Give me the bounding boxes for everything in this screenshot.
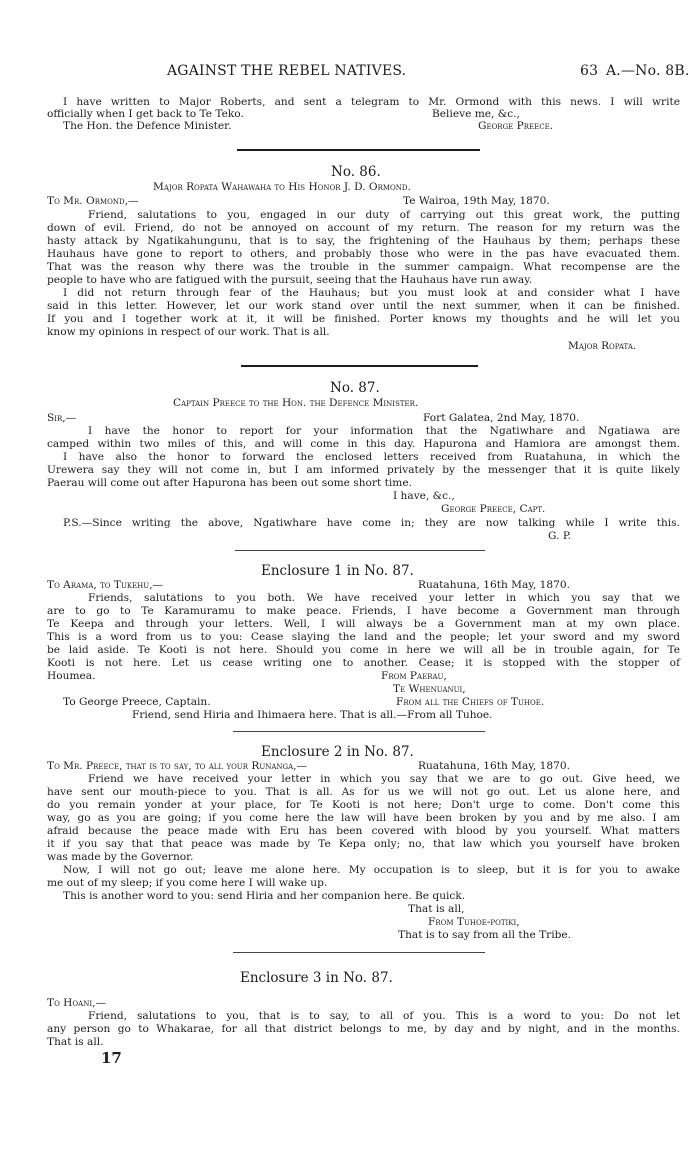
body-line: camped within two miles of this, and will come in this day. Hapurona and Hamiora are amongst them. (47, 438, 680, 450)
letter-closing: That is all, (408, 903, 465, 915)
postscript-signature: G. P. (548, 530, 572, 542)
body-line: Paerau will come out after Hapurona has been out some short time. (47, 477, 412, 489)
body-line: know my opinions in respect of our work. That is all. (47, 326, 330, 338)
section-divider (237, 149, 480, 151)
body-line: way, go as you are going; if you come here the law will have been broken by you and by me also. I am (47, 812, 680, 824)
section-divider (241, 365, 478, 367)
body-line: I have the honor to report for your information that the Ngatiwhare and Ngatiawa are (88, 425, 680, 437)
section-subtitle-no87: Captain Preece to the Hon. the Defence Minister. (173, 397, 419, 409)
body-line: Friends, salutations to you both. We have received your letter in which you say that we (88, 592, 680, 604)
document-reference: A.—No. 8B. (606, 63, 690, 79)
body-line: This is another word to you: send Hiria and her companion here. Be quick. (63, 890, 466, 902)
body-line: If you and I together work at it, it will be finished. Porter knows my thoughts and he will let you (47, 313, 680, 325)
body-line: Hauhaus have gone to report to others, and probably those who were in the pas have evacuated them. (47, 248, 680, 260)
body-line: any person go to Whakarae, for all that district belongs to me, by day and by night, and in the months. (47, 1023, 680, 1035)
letter-dateline: Ruatahuna, 16th May, 1870. (418, 760, 570, 772)
letter-salutation: Sir,— (47, 412, 77, 424)
letter-signature: Major Ropata. (568, 340, 637, 352)
letter-signatory: From all the Chiefs of Tuhoe. (396, 696, 545, 708)
letter-addressee: To Mr. Ormond,— (47, 195, 139, 207)
body-line: be laid aside. Te Kooti is not here. Should you come in here we will all be in trouble again, for Te (47, 644, 680, 656)
letter-addressee: To Arama, to Tukehu,— (47, 579, 164, 591)
letter-addressee: To Hoani,— (47, 997, 107, 1009)
letter-postscript: Friend, send Hiria and Ihimaera here. That is all.—From all Tuhoe. (132, 709, 493, 721)
intro-recipient: The Hon. the Defence Minister. (63, 120, 232, 132)
letter-signatory: That is to say from all the Tribe. (398, 929, 572, 941)
page-number: 63 (580, 63, 599, 79)
body-line: Te Keepa and through your letters. Well, I will always be a Government man at my own place. (47, 618, 680, 630)
body-line: Houmea. (47, 670, 96, 682)
letter-dateline: Te Wairoa, 19th May, 1870. (403, 195, 550, 207)
body-line: That was the reason why there was the trouble in the summer campaign. What recompense are the (47, 261, 680, 273)
section-heading-enclosure-2: Enclosure 2 in No. 87. (261, 744, 414, 760)
body-line: Friend, salutations to you, that is to say, to all of you. This is a word to you: Do not let (88, 1010, 680, 1022)
intro-closing: Believe me, &c., (432, 108, 520, 120)
letter-signatory: Te Whenuanui, (393, 683, 466, 695)
body-line: are to go to Te Karamuramu to make peace. Friends, I have become a Government man through (47, 605, 680, 617)
body-line: I did not return through fear of the Hauhaus; but you must look at and consider what I have (63, 287, 680, 299)
section-subtitle-no86: Major Ropata Wahawaha to His Honor J. D. Ormond. (153, 181, 411, 193)
body-line: I have also the honor to forward the enclosed letters received from Ruatahuna, in which the (63, 451, 680, 463)
section-heading-no86: No. 86. (331, 164, 381, 180)
section-heading-enclosure-1: Enclosure 1 in No. 87. (261, 563, 414, 579)
intro-line-1: I have written to Major Roberts, and sent a telegram to Mr. Ormond with this news. I will write (63, 96, 680, 108)
letter-dateline: Ruatahuna, 16th May, 1870. (418, 579, 570, 591)
intro-line-2: officially when I get back to Te Teko. (47, 108, 244, 120)
body-line: Now, I will not go out; leave me alone here. My occupation is to sleep, but it is for you to awake (63, 864, 680, 876)
letter-signatory: From Paerau, (381, 670, 447, 682)
body-line: Kooti is not here. Let us cease writing one to another. Cease; it is stopped with the stopper of (47, 657, 680, 669)
intro-signature: George Preece. (478, 120, 554, 132)
letter-recipient: To George Preece, Captain. (63, 696, 211, 708)
body-line: me out of my sleep; if you come here I will wake up. (47, 877, 328, 889)
body-line: Friend we have received your letter in which you say that we are to go out. Give heed, we (88, 773, 680, 785)
body-line: Urewera say they will not come in, but I am informed privately by the messenger that it is quite likely (47, 464, 680, 476)
body-line: afraid because the peace made with Eru has been covered with blood by you yourself. What matters (47, 825, 680, 837)
section-divider (235, 550, 485, 551)
body-line: This is a word from us to you: Cease slaying the land and the people; let your sword and my sword (47, 631, 680, 643)
printer-signature-mark: 17 (101, 1049, 122, 1067)
letter-dateline: Fort Galatea, 2nd May, 1870. (423, 412, 580, 424)
running-header-title: AGAINST THE REBEL NATIVES. (167, 63, 407, 79)
section-heading-enclosure-3: Enclosure 3 in No. 87. (240, 970, 393, 986)
letter-signatory: From Tuhoe-potiki, (428, 916, 520, 928)
letter-closing: I have, &c., (393, 490, 455, 502)
section-divider (233, 731, 485, 732)
body-line: do you remain yonder at your place, for Te Kooti is not here; Don't urge to come. Don't come this (47, 799, 680, 811)
body-line: it if you say that that peace was made by Te Kepa only; no, that law which you yourself have broken (47, 838, 680, 850)
body-line: people to have who are fatigued with the pursuit, seeing that the Hauhaus have run away. (47, 274, 533, 286)
body-line: was made by the Governor. (47, 851, 194, 863)
section-divider (233, 952, 485, 953)
letter-signature: George Preece, Capt. (441, 503, 546, 515)
body-line: Friend, salutations to you, engaged in our duty of carrying out this great work, the putting (88, 209, 680, 221)
body-line: down of evil. Friend, do not be annoyed on account of my return. The reason for my return was the (47, 222, 680, 234)
postscript: P.S.—Since writing the above, Ngatiwhare have come in; they are now talking while I write this. (63, 517, 680, 529)
body-line: hasty attack by Ngatikahungunu, that is to say, the frightening of the Hauhaus by them; perhaps these (47, 235, 680, 247)
section-heading-no87: No. 87. (330, 380, 380, 396)
body-line: That is all. (47, 1036, 104, 1048)
body-line: said in this letter. However, let our work stand over until the next summer, when it can be finished. (47, 300, 680, 312)
letter-addressee: To Mr. Preece, that is to say, to all your Runanga,— (47, 760, 308, 772)
body-line: have sent our mouth-piece to you. That is all. As for us we will not go out. Let us alone here, and (47, 786, 680, 798)
